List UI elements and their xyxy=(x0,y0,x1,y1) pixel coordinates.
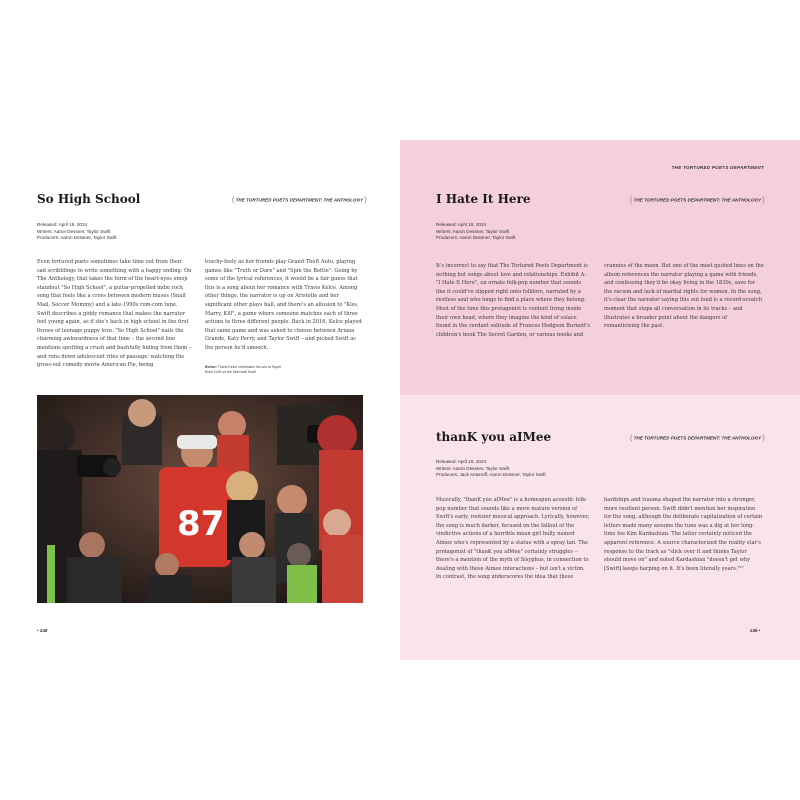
credits xyxy=(37,222,117,242)
writers-line: Writers: Aaron Dessner, Taylor Swift xyxy=(37,228,111,234)
anthology-tag: ( THE TORTURED POETS DEPARTMENT: THE ANTHOLOGY ) xyxy=(232,197,367,204)
writers-line: Writers: Aaron Dessner, Taylor Swift xyxy=(436,228,510,234)
anthology-tag-text: THE TORTURED POETS DEPARTMENT: THE ANTHOLOGY xyxy=(235,197,364,203)
caption-text: Travis Kelce celebrates his win at Super Bowl LVIII on the field with Swift. xyxy=(205,365,282,374)
anthology-tag: ( THE TORTURED POETS DEPARTMENT: THE ANTHOLOGY ) xyxy=(630,435,765,442)
released-line: Released: April 19, 2024 xyxy=(436,222,487,227)
running-head: THE TORTURED POETS DEPARTMENT xyxy=(671,165,764,170)
photo-caption xyxy=(205,365,290,375)
page-number-right: 249 • xyxy=(750,628,761,633)
body-column-1: Even tortured poets sometimes take time out from their sad scribblings to write something with a happy ending. On The Anthology, that takes the form of the heart-eyes emoji standout "So High School", a guitar-propelled indie rock song that feels like a cross between modern muses (Snail Mail, Soccer Mommy) and a late-1990s rom-com tune. Swift describes a giddy romance that makes the narrator feel young again, as if she's back in high school in the first throes of teenage puppy love. "So High School" nails the charming awkwardness of that time – the second line mentions spotting a crush and bashfully hiding from them – and runs down adolescent rites of passage: watching the gross-out comedy movie American Pie, being xyxy=(37,259,192,369)
song-title-so-high-school: So High School xyxy=(37,192,141,206)
producers-line: Producers: Jack Antonoff, Aaron Dessner, Taylor Swift xyxy=(436,472,546,478)
body-column-2: crannies of the moon. But one of the most quoted lines on the album references the narrator playing a game with friends, and confessing they'd be okay living in the 1830s, save for the racism and lack of marital rights for women. In the song, it's clear the narrator saying this out loud is a record-scratch moment that stops all conversation in its tracks – and illustrates a broader point about the dangers of romanticizing the past. xyxy=(604,263,764,330)
body-column-1: It's incorrect to say that The Tortured Poets Department is nothing but songs about love and relationships. Exhibit A: "I Hate It Here", an ornate folk-pop number that sounds like it could've slipped right onto folklore, narrated by a restless soul who longs to find a place where they belong. Most of the time this protagonist is content living inside their own head, where they imagine the kind of solace found in the verdant solitude of Frances Hodgson Burnett's children's book The Secret Garden, or various nooks and xyxy=(436,263,591,338)
anthology-tag-text: THE TORTURED POETS DEPARTMENT: THE ANTHOLOGY xyxy=(633,435,762,441)
anthology-tag-text: THE TORTURED POETS DEPARTMENT: THE ANTHOLOGY xyxy=(633,197,762,203)
producers-line: Producers: Aaron Dessner, Taylor Swift xyxy=(436,235,516,241)
producers-line: Producers: Aaron Dessner, Taylor Swift xyxy=(37,235,117,241)
body-column-2: touchy-feely as her friends play Grand Theft Auto, playing games like "Truth or Dare" and "Spin the Bottle". Going by some of the lyrical references, it would be a fair guess that this is a song about her romance with Travis Kelce. Among other things, the narrator is up on Aristotle and her significant other plays ball, and there's an allusion to "Kiss, Marry, Kill", a game where someone matches each of three actions to three different people. Back in 2016, Kelce played that same game and was asked to choose between Ariana Grande, Katy Perry, and Taylor Swift – and picked Swift as the person he'd smooch. xyxy=(205,259,362,351)
caption-label: Below: xyxy=(205,365,217,369)
writers-line: Writers: Aaron Dessner, Taylor Swift xyxy=(436,465,510,471)
photo-illustration xyxy=(37,395,363,603)
super-bowl-photo xyxy=(37,395,363,603)
anthology-tag: ( THE TORTURED POETS DEPARTMENT: THE ANTHOLOGY ) xyxy=(630,197,765,204)
song-title-i-hate-it-here: I Hate It Here xyxy=(436,192,531,206)
credits xyxy=(436,222,516,242)
body-column-2: hardships and trauma shaped the narrator into a stronger, more resilient person. Swift didn't mention her inspiration for the song, although the deliberate capitalization of certain letters made many assume the tune was a dig at her long-time foe Kim Kardashian. The latter certainly noticed the apparent reference. A source characterized the reality star's response to the track as "slick over it and thinks Taylor should move on" and noted Kardashian "doesn't get why [Swift] keeps harping on it. It's been literally years."²⁷ xyxy=(604,497,763,572)
released-line: Released: April 19, 2024 xyxy=(37,222,88,227)
song-title-thank-you-aimee: thanK you aIMee xyxy=(436,430,552,444)
svg-text:87: 87 xyxy=(177,504,225,544)
page-number-left: • 248 xyxy=(37,628,48,633)
body-column-1: Musically, "thanK you aIMee" is a homespun acoustic folk-pop number that sounds like a more mature version of Swift's early, rootsier musical approach. Lyrically, however, the song is much darker, focused on the fallout of the vindictive actions of a horrible mean girl bully named Aimee who's represented by a statue with a spray tan. The protagonist of "thanK you aIMee" certainly struggles – there's a mention of the myth of Sisyphus, in connection to dealing with these Aimee interactions – but isn't a victim. In contrast, the song underscores the idea that these xyxy=(436,497,590,581)
credits xyxy=(436,459,546,479)
released-line: Released: April 19, 2024 xyxy=(436,459,487,464)
